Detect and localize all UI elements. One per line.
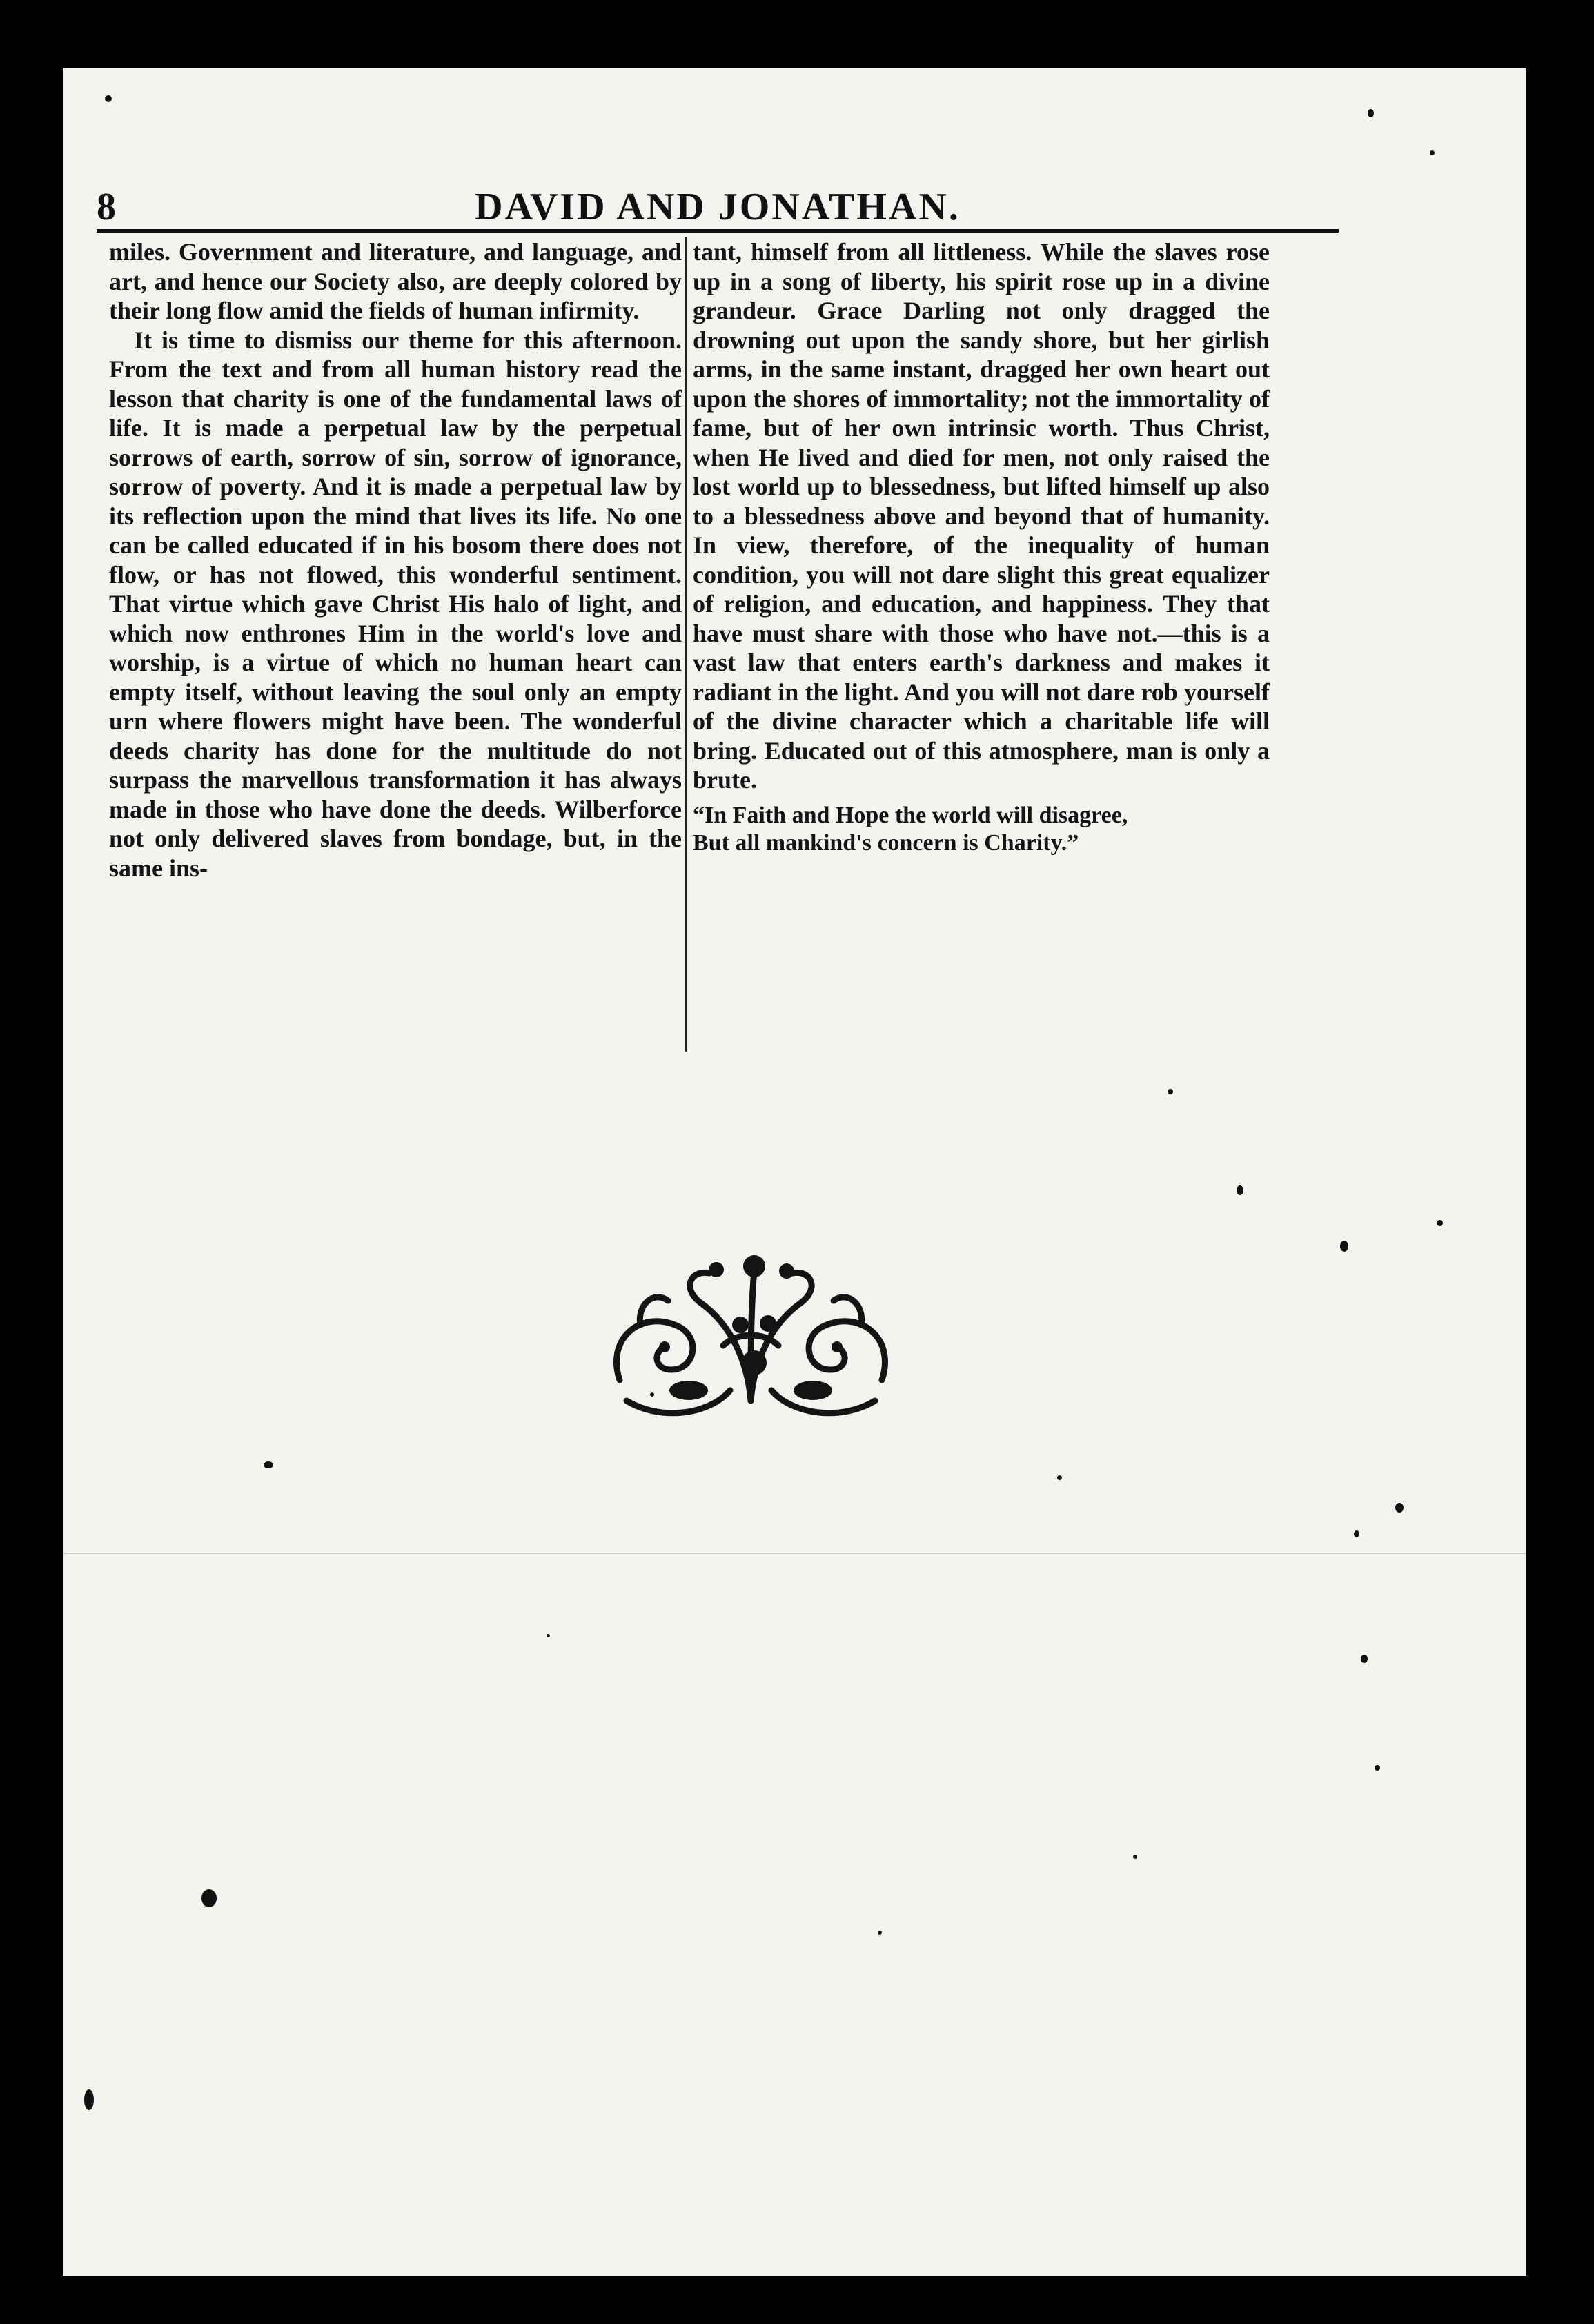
quote-line: But all mankind's concern is Charity.” bbox=[693, 829, 1079, 856]
text-column-left bbox=[109, 237, 682, 883]
paragraph: miles. Government and literature, and language, and art, and hence our Society also, are deeply colored by their long flow amid the fields of human infirmity. bbox=[109, 238, 682, 324]
quote-line: “In Faith and Hope the world will disagree, bbox=[693, 802, 1128, 828]
closing-quote bbox=[693, 802, 1270, 857]
paragraph: It is time to dismiss our theme for this afternoon. From the text and from all human history read the lesson that charity is one of the fundamental laws of life. It is made a perpetual law by the perpetual sorrows of earth, sorrow of sin, sorrow of ignorance, sorrow of poverty. And it is made a perpetual law by its reflection upon the mind that lives its life. No one can be called educated if in his bosom there does not flow, or has not flowed, this wonderful sentiment. That virtue which gave Christ His halo of light, and which now enthrones Him in the world's love and worship, is a virtue of which no human heart can empty itself, without leaving the soul only an empty urn where flowers might have been. The wonderful deeds charity has done for the multitude do not surpass the marvellous transformation it has always made in those who have done the deeds. Wilberforce not only delivered slaves from bondage, but, in the same ins- bbox=[109, 326, 682, 882]
text-column-right bbox=[693, 237, 1270, 857]
running-title: DAVID AND JONATHAN. bbox=[475, 186, 961, 228]
running-header bbox=[97, 181, 1339, 236]
paragraph: tant, himself from all littleness. While the slaves rose up in a song of liberty, his spirit rose up in a divine grandeur. Grace Darling not only dragged the drowning out upon the sandy shore, but her girlish arms, in the same instant, dragged her own heart out upon the shores of immortality; not the immortality of fame, but of her own intrinsic worth. Thus Christ, when He lived and died for men, not only raised the lost world up to blessedness, but lifted himself up also to a blessedness above and beyond that of humanity. In view, therefore, of the inequality of human condition, you will not dare slight this great equalizer of religion, and education, and happiness. They that have must share with those who have not.—this is a vast law that enters earth's darkness and makes it radiant in the light. And you will not dare rob yourself of the divine character which a charitable life will bring. Educated out of this atmosphere, man is only a brute. bbox=[693, 238, 1270, 794]
column-divider bbox=[685, 237, 687, 1052]
header-rule bbox=[97, 229, 1339, 233]
floral-scroll-ornament-icon bbox=[599, 1242, 903, 1428]
page-crease bbox=[63, 1553, 1526, 1554]
page-number: 8 bbox=[97, 186, 116, 228]
